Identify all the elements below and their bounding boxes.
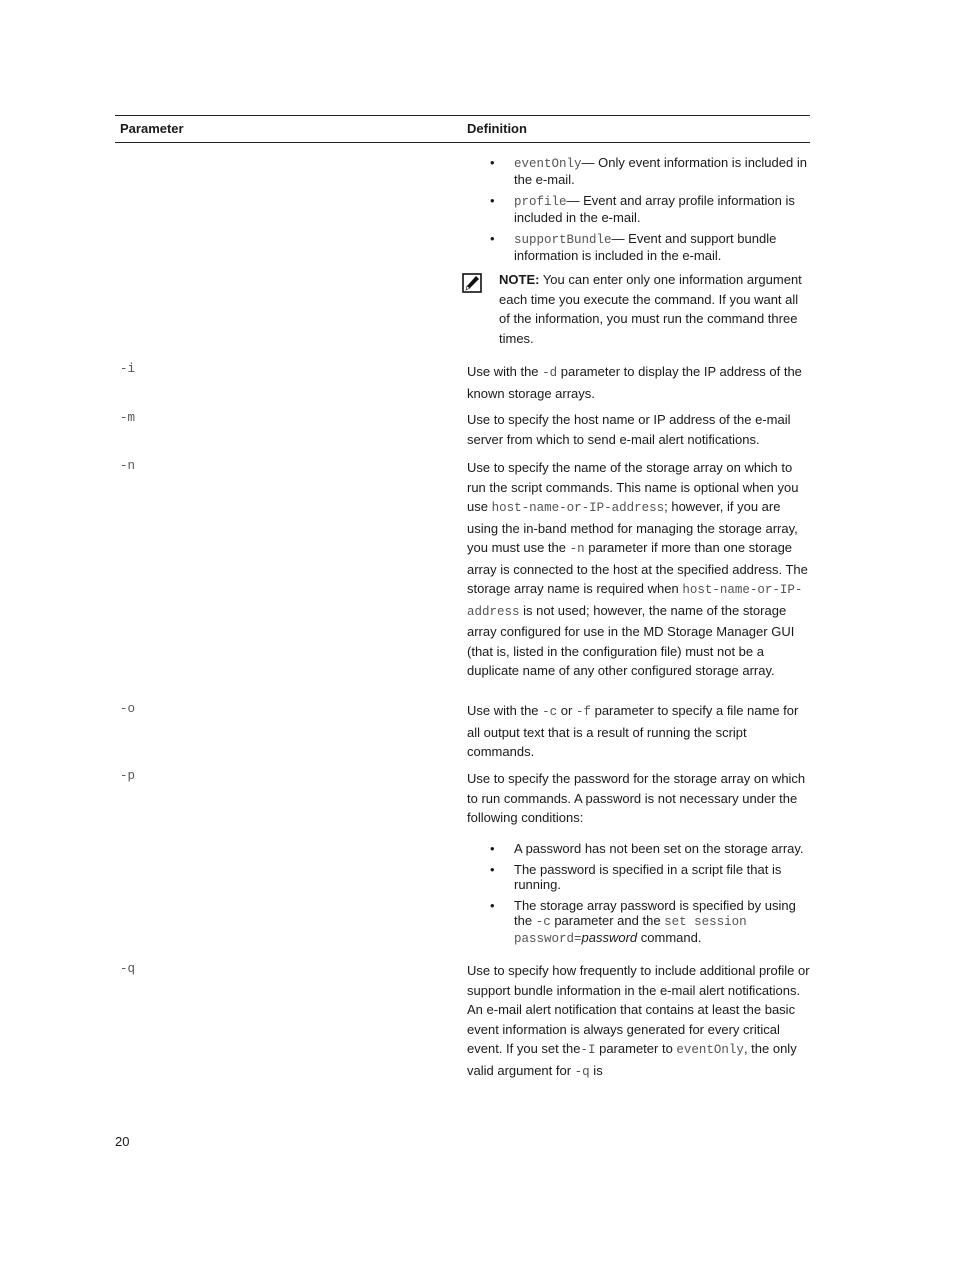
information-argument-list [490, 155, 810, 269]
param-m: -m [120, 411, 136, 425]
header-definition: Definition [467, 121, 527, 136]
definition-p: Use to specify the password for the storage array on which to run commands. A password is not necessary under the following conditions: [467, 771, 806, 825]
definition-m: Use to specify the host name or IP address of the e-mail server from which to send e-mail alert notifications. [467, 412, 791, 447]
pencil-note-icon [462, 273, 482, 293]
list-item: • profile— Event and array profile information is included in the e-mail. [490, 193, 810, 225]
definition-i: Use with the -d parameter to display the IP address of the known storage arrays. [467, 364, 802, 401]
list-item: • The password is specified in a script file that is running. [490, 862, 810, 892]
list-item: • The storage array password is specified by using the -c parameter and the set session password=password command. [490, 898, 810, 947]
list-item: • supportBundle— Event and support bundle information is included in the e-mail. [490, 231, 810, 263]
password-condition-list [490, 841, 810, 953]
definition-o: Use with the -c or -f parameter to specify a file name for all output text that is a result of running the script commands. [467, 703, 799, 759]
param-i: -i [120, 362, 136, 376]
table-header [115, 115, 810, 143]
definition-n: Use to specify the name of the storage array on which to run the script commands. This name is optional when you use host-name-or-IP-address; however, if you are using the in-band method for managing the storage array, you must use the -n parameter if more than one storage array is connected to the host at the specified address. The storage array name is required when host-name-or-IP-address is not used; however, the name of the storage array configured for use in the MD Storage Manager GUI (that is, listed in the configuration file) must not be a duplicate name of any other configured storage array. [467, 460, 808, 678]
header-parameter: Parameter [120, 121, 184, 136]
list-item: • eventOnly— Only event information is included in the e-mail. [490, 155, 810, 187]
note-label: NOTE: [499, 272, 540, 287]
note-text: NOTE: You can enter only one information argument each time you execute the command. If you want all of the information, you must run the command three times. [499, 272, 802, 346]
param-p: -p [120, 769, 136, 783]
definition-q: Use to specify how frequently to include additional profile or support bundle information in the e-mail alert notifications. An e-mail alert notification that contains at least the basic event information is always generated for every critical event. If you set the-I parameter to eventOnly, the only valid argument for -q is [467, 963, 810, 1079]
param-n: -n [120, 459, 136, 473]
list-item: • A password has not been set on the storage array. [490, 841, 810, 856]
param-q: -q [120, 962, 136, 976]
page-number: 20 [115, 1134, 130, 1149]
param-o: -o [120, 702, 136, 716]
